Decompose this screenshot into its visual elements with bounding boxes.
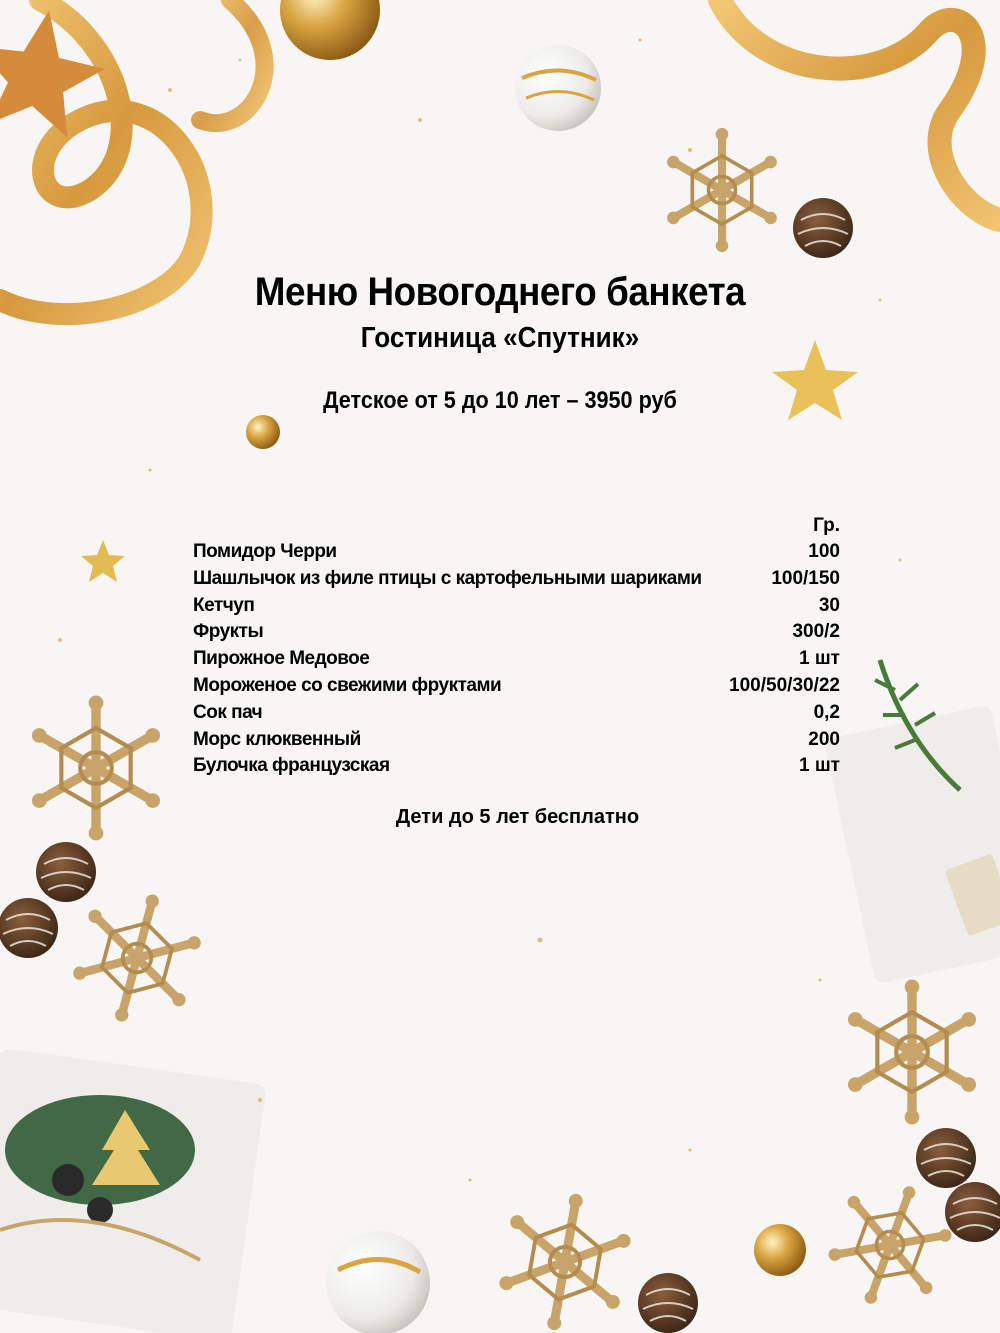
page-title: Меню Новогоднего банкета: [254, 270, 746, 314]
menu-row: [193, 566, 840, 593]
venue-name: Гостиница «Спутник»: [360, 322, 640, 354]
white-bauble-icon: [515, 45, 601, 131]
dish-portion: 30: [818, 594, 840, 616]
dish-portion: 200: [808, 728, 840, 750]
menu-row: [193, 727, 840, 754]
gold-ball-icon: [754, 1224, 806, 1276]
dish-portion: 100/150: [771, 567, 840, 589]
dish-name: Помидор Черри: [193, 541, 337, 562]
gold-ribbon-left-2: [200, 0, 265, 123]
dish-name: Шашлычок из филе птицы с картофельными шариками: [193, 567, 702, 589]
dish-portion: 300/2: [792, 621, 840, 643]
gift-box-left: [0, 1047, 267, 1333]
dish-name: Морс клюквенный: [193, 728, 361, 750]
offer-price: Детское от 5 до 10 лет – 3950 руб: [323, 387, 677, 414]
menu-row: [193, 593, 840, 620]
dish-portion: 100/50/30/22: [729, 674, 840, 696]
gold-bauble-icon: [280, 0, 380, 60]
menu-row: [193, 619, 840, 646]
menu-row: [193, 539, 840, 566]
menu-row: [193, 646, 840, 673]
menu-row: [193, 673, 840, 700]
gold-ribbon-right: [720, 0, 1000, 220]
dish-name: Сок пач: [193, 701, 263, 723]
dish-portion: 0,2: [813, 701, 840, 723]
menu-row: [193, 700, 840, 727]
dish-name: Мороженое со свежими фруктами: [193, 674, 502, 696]
dish-name: Кетчуп: [193, 594, 255, 616]
free-for-kids-note: Дети до 5 лет бесплатно: [395, 806, 640, 828]
column-header-grams: Гр.: [813, 515, 840, 536]
menu-table: [193, 512, 840, 780]
gold-ball-icon: [246, 415, 280, 449]
gold-star-icon: [81, 540, 125, 582]
dish-portion: 1 шт: [799, 755, 840, 777]
dish-portion: 1 шт: [799, 648, 840, 670]
menu-row: [193, 753, 840, 780]
white-bauble-icon: [326, 1231, 430, 1333]
dish-portion: 100: [808, 541, 840, 562]
dish-name: Пирожное Медовое: [193, 648, 370, 670]
dish-name: Фрукты: [193, 621, 264, 643]
dish-name: Булочка французская: [193, 755, 390, 777]
